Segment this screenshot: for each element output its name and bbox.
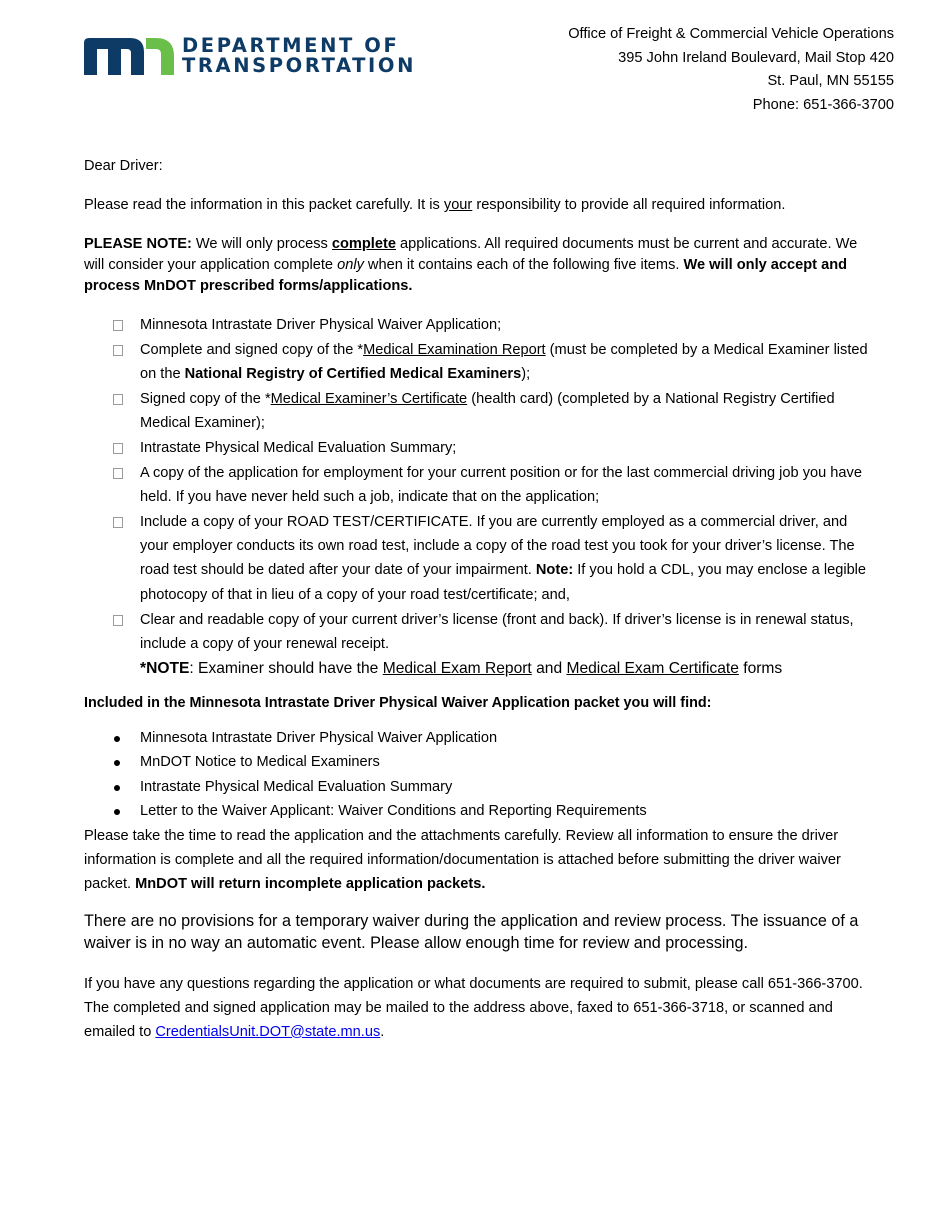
checklist-item bbox=[84, 510, 868, 607]
note-label: Note: bbox=[535, 562, 574, 579]
street-address: 395 John Ireland Boulevard, Mail Stop 420 bbox=[618, 49, 894, 66]
checklist-item bbox=[84, 338, 868, 387]
medical-examination-report-ref: Medical Examination Report bbox=[363, 341, 546, 358]
note-text: We will only process bbox=[191, 236, 332, 252]
star-note-text: and bbox=[531, 659, 567, 677]
mn-logo-mark-icon bbox=[84, 37, 174, 75]
intro-emphasis: your bbox=[443, 197, 473, 213]
included-item-text: MnDOT Notice to Medical Examiners bbox=[140, 754, 380, 771]
included-item bbox=[84, 799, 868, 824]
included-item bbox=[84, 775, 868, 800]
checklist-item-text: (must be completed by a Medical Examiner listed on the bbox=[140, 341, 868, 383]
greeting: Dear Driver: bbox=[84, 158, 163, 174]
please-note-label: PLEASE NOTE: bbox=[84, 236, 192, 252]
checklist-item-text: If you hold a CDL, you may enclose a legible photocopy of that in lieu of a copy of your road test/certificate; and, bbox=[140, 562, 867, 603]
required-items-checklist bbox=[84, 313, 868, 656]
checkbox-icon[interactable] bbox=[113, 468, 123, 479]
checkbox-icon[interactable] bbox=[113, 394, 123, 405]
checklist-item-text: Minnesota Intrastate Driver Physical Waiver Application; bbox=[140, 317, 502, 333]
star-note-label: *NOTE bbox=[140, 659, 190, 677]
email-link[interactable]: CredentialsUnit.DOT@state.mn.us bbox=[155, 1023, 381, 1040]
checkbox-icon[interactable] bbox=[113, 615, 123, 626]
city-state-zip: St. Paul, MN 55155 bbox=[767, 73, 894, 89]
included-item-text: Intrastate Physical Medical Evaluation Summary bbox=[140, 778, 453, 795]
medical-exam-report-ref: Medical Exam Report bbox=[382, 659, 532, 677]
checklist-item bbox=[84, 461, 868, 510]
questions-text: If you have any questions regarding the application or what documents are required to submit, please call 651-366-3700. The completed and signed application may be mailed to the address above, faxed to 651-366-3718, or scanned and emailed to bbox=[84, 975, 863, 1040]
checklist-item-text: Intrastate Physical Medical Evaluation Summary; bbox=[140, 439, 457, 456]
please-note-paragraph bbox=[84, 234, 868, 297]
checklist-item-text: Clear and readable copy of your current driver’s license (front and back). If driver’s license is in renewal status, include a copy of your renewal receipt. bbox=[140, 611, 854, 652]
office-address bbox=[568, 23, 894, 117]
bullet-icon bbox=[114, 785, 120, 791]
star-note-text: forms bbox=[738, 659, 783, 677]
intro-paragraph bbox=[84, 195, 868, 216]
included-item-text: Minnesota Intrastate Driver Physical Waiver Application bbox=[140, 729, 498, 746]
included-item-text: Letter to the Waiver Applicant: Waiver Conditions and Reporting Requirements bbox=[140, 803, 647, 820]
examiner-note bbox=[84, 657, 868, 681]
only-emphasis: only bbox=[337, 257, 364, 273]
checklist-item-text: ); bbox=[521, 366, 531, 383]
included-item bbox=[84, 750, 868, 775]
questions-text-end: . bbox=[380, 1023, 385, 1040]
mndot-logo bbox=[84, 36, 416, 76]
logo-wordmark bbox=[182, 36, 416, 76]
checklist-item-text: Complete and signed copy of the * bbox=[140, 341, 364, 358]
checklist-item-text: Signed copy of the * bbox=[140, 390, 271, 407]
bullet-icon bbox=[114, 760, 120, 766]
checkbox-icon[interactable] bbox=[113, 517, 123, 528]
bullet-icon bbox=[114, 809, 120, 815]
checkbox-icon[interactable] bbox=[113, 345, 123, 356]
note-text: applications. All required documents must be current and accurate. We will consider your application complete bbox=[84, 236, 858, 273]
review-text: Please take the time to read the application and the attachments carefully. Review all information to ensure the driver information is complete and all the required information/documentation is attached before submitting the driver waiver packet. bbox=[84, 827, 841, 892]
included-heading: Included in the Minnesota Intrastate Driver Physical Waiver Application packet you will find: bbox=[84, 694, 712, 711]
national-registry-ref: National Registry of Certified Medical Examiners bbox=[184, 366, 522, 383]
checklist-item bbox=[84, 608, 868, 657]
bullet-icon bbox=[114, 736, 120, 742]
medical-examiners-certificate-ref: Medical Examiner’s Certificate bbox=[270, 390, 468, 407]
checklist-item bbox=[84, 313, 868, 337]
checklist-item-text: Include a copy of your ROAD TEST/CERTIFICATE. If you are currently employed as a commercial driver, and your employer conducts its own road test, include a copy of the road test you took for your driver’s license. The road test should be dated after your date of your impairment. bbox=[140, 513, 855, 579]
logo-line-1: DEPARTMENT OF bbox=[182, 34, 400, 57]
prescribed-forms-warning: We will only accept and process MnDOT prescribed forms/applications. bbox=[84, 257, 848, 294]
checklist-item bbox=[84, 387, 868, 436]
questions-paragraph bbox=[84, 972, 868, 1044]
checkbox-icon[interactable] bbox=[113, 443, 123, 454]
review-paragraph bbox=[84, 824, 868, 896]
checkbox-icon[interactable] bbox=[113, 320, 123, 331]
checklist-item bbox=[84, 436, 868, 460]
note-text: when it contains each of the following five items. bbox=[363, 257, 684, 273]
intro-text: Please read the information in this packet carefully. It is bbox=[84, 197, 444, 213]
star-note-text: : Examiner should have the bbox=[189, 659, 383, 677]
checklist-item-text: (health card) (completed by a National Registry Certified Medical Examiner); bbox=[140, 390, 835, 432]
office-name: Office of Freight & Commercial Vehicle Operations bbox=[568, 26, 894, 42]
intro-text-end: responsibility to provide all required information. bbox=[472, 197, 786, 213]
included-item bbox=[84, 726, 868, 751]
no-provisions-paragraph: There are no provisions for a temporary waiver during the application and review process. The issuance of a waiver is in no way an automatic event. Please allow enough time for review and processing. bbox=[84, 911, 859, 953]
medical-exam-certificate-ref: Medical Exam Certificate bbox=[566, 659, 739, 677]
complete-emphasis: complete bbox=[331, 236, 396, 252]
letter-body bbox=[84, 156, 868, 1044]
office-phone: Phone: 651-366-3700 bbox=[752, 96, 894, 113]
included-items-list bbox=[84, 726, 868, 824]
incomplete-return-warning: MnDOT will return incomplete application packets. bbox=[135, 875, 486, 892]
checklist-item-text: A copy of the application for employment for your current position or for the last commercial driving job you have held. If you have never held such a job, indicate that on the application; bbox=[140, 464, 862, 506]
logo-line-2: TRANSPORTATION bbox=[182, 54, 416, 77]
